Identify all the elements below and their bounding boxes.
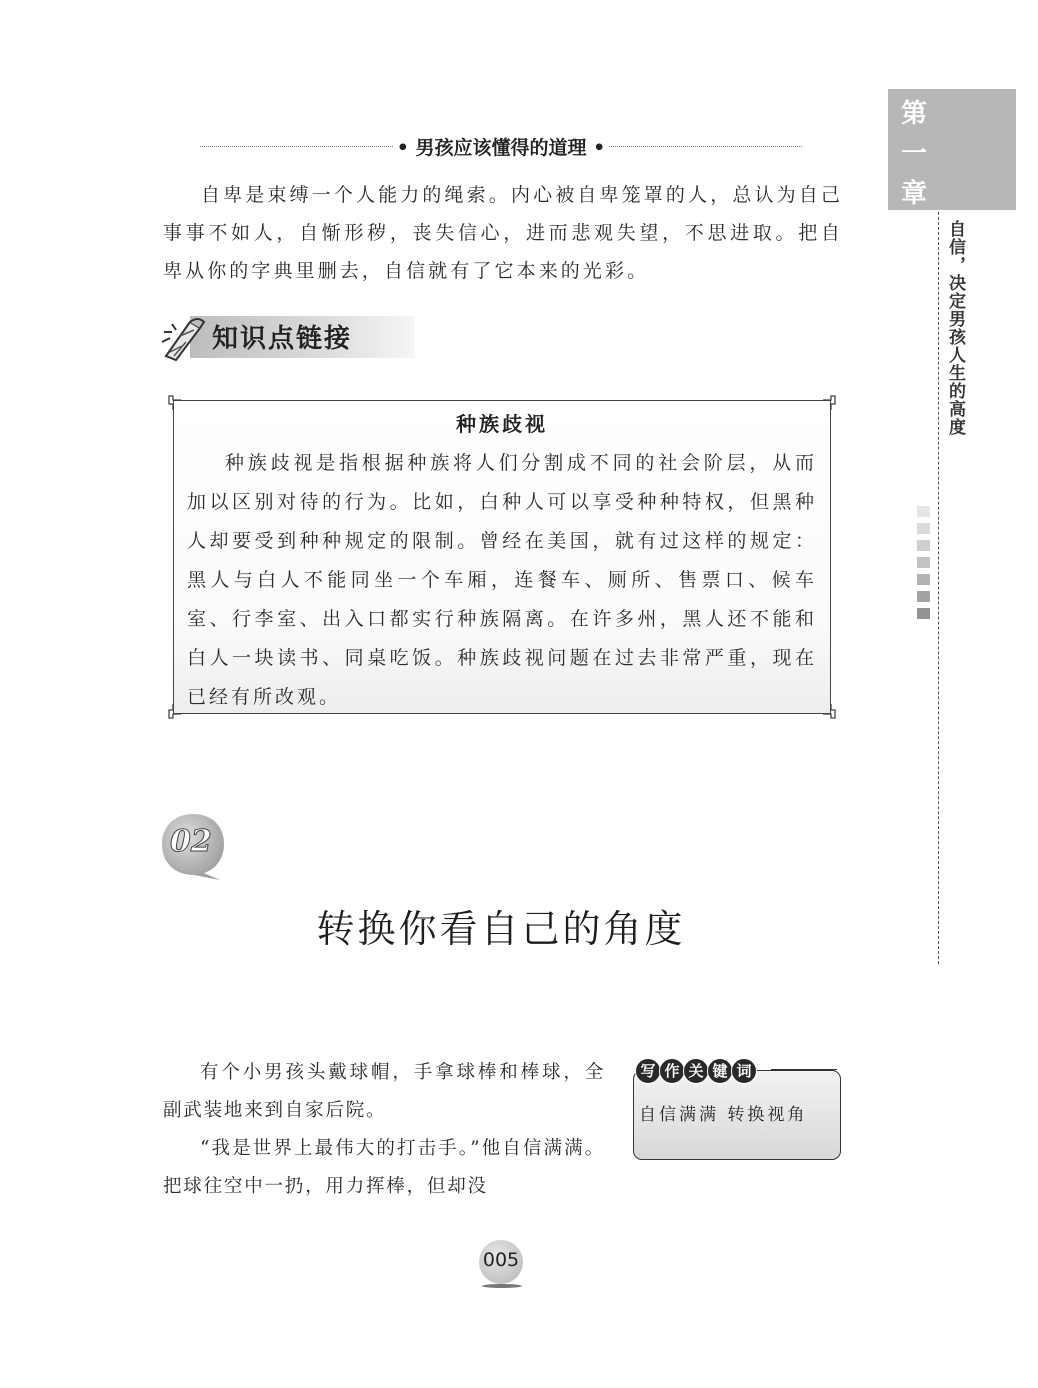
gray-square xyxy=(917,591,930,602)
chapter-char: 章 xyxy=(900,179,927,209)
keywords-label-char: 写 xyxy=(635,1058,661,1084)
scroll-icon xyxy=(160,312,212,364)
body-paragraph: 有个小男孩头戴球帽，手拿球棒和棒球，全副武装地来到自家后院。 xyxy=(163,1062,605,1121)
side-gradient-squares xyxy=(917,506,931,625)
gray-square xyxy=(917,557,930,568)
chapter-side-title: 自信，决定男孩人生的高度 xyxy=(945,220,965,436)
intro-paragraph: 自卑是束缚一个人能力的绳索。内心被自卑笼罩的人，总认为自己事事不如人，自惭形秽，丧失信心，进而悲观失望，不思进取。把自卑从你的字典里删去，自信就有了它本来的光彩。 xyxy=(163,184,843,282)
keywords-rule xyxy=(771,1069,837,1070)
section-number-badge xyxy=(160,812,226,882)
corner-ornament-icon xyxy=(821,704,837,720)
banner-title: 知识点链接 xyxy=(212,324,353,354)
gray-square xyxy=(917,540,930,551)
knowledge-box-title: 种族歧视 xyxy=(456,412,548,436)
keywords-label-char: 词 xyxy=(731,1058,757,1084)
gray-square xyxy=(917,506,930,517)
gray-square xyxy=(917,574,930,585)
chapter-char: 一 xyxy=(900,139,927,169)
body-paragraph: “我是世界上最伟大的打击手。”他自信满满。把球往空中一扔，用力挥棒，但却没 xyxy=(163,1138,605,1197)
chapter-char: 第 xyxy=(900,99,927,129)
intro-section xyxy=(163,176,843,290)
keywords-text: 自信满满 转换视角 xyxy=(639,1105,808,1125)
keywords-label-char: 键 xyxy=(707,1058,733,1084)
running-header xyxy=(200,132,802,160)
page-number-badge xyxy=(476,1240,528,1284)
page-number: 005 xyxy=(482,1249,520,1271)
body-text xyxy=(163,1054,605,1206)
section-number: 02 xyxy=(170,824,212,859)
running-title: • 男孩应该懂得的道理 • xyxy=(396,136,606,159)
knowledge-box-body xyxy=(187,444,817,717)
section-title: 转换你看自己的角度 xyxy=(316,907,686,951)
header-dotted-rule-left xyxy=(200,146,393,147)
page-number-shadow xyxy=(482,1284,522,1288)
knowledge-box-paragraph: 种族歧视是指根据种族将人们分割成不同的社会阶层，从而加以区别对待的行为。比如，白种人可以享受种种特权，但黑种人却要受到种种规定的限制。曾经在美国，就有过这样的规定：黑人与白人不能同坐一个车厢，连餐车、厕所、售票口、候车室、行李室、出入口都实行种族隔离。在许多州，黑人还不能和白人一块读书、同桌吃饭。种族歧视问题在过去非常严重，现在已经有所改观。 xyxy=(187,452,817,708)
knowledge-box xyxy=(163,392,841,722)
header-dotted-rule-right xyxy=(609,146,802,147)
gray-square xyxy=(917,523,930,534)
gray-square xyxy=(917,608,930,619)
side-dashed-line xyxy=(938,212,939,964)
corner-ornament-icon xyxy=(167,704,183,720)
keywords-label-char: 关 xyxy=(683,1058,709,1084)
writing-keywords-box xyxy=(633,1062,841,1160)
knowledge-banner xyxy=(160,312,420,364)
keywords-label-char: 作 xyxy=(659,1058,685,1084)
keywords-label xyxy=(635,1058,755,1084)
chapter-tab xyxy=(888,89,1016,210)
